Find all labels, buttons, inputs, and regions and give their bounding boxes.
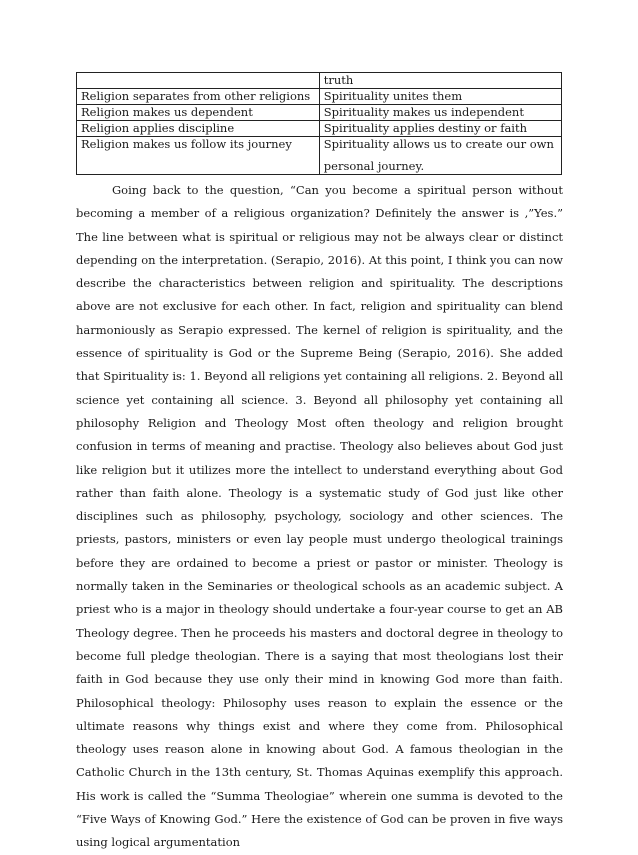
table-row [77,73,562,89]
table-cell-spirituality: Spirituality applies destiny or faith [319,121,561,137]
table-cell-spirituality: truth [319,73,561,89]
table-row [77,89,562,105]
table-cell-spirituality: Spirituality unites them [319,89,561,105]
table-cell-religion: Religion makes us follow its journey [77,137,320,175]
table-row [77,121,562,137]
table-cell-religion: Religion applies discipline [77,121,320,137]
table-cell-religion [77,73,320,89]
cell-line: Spirituality allows us to create our own [323,137,554,151]
table-cell-spirituality [319,137,561,175]
table-cell-spirituality: Spirituality makes us independent [319,105,561,121]
table-cell-religion: Religion separates from other religions [77,89,320,105]
table-cell-religion: Religion makes us dependent [77,105,320,121]
cell-line: personal journey. [323,159,425,173]
table-row [77,105,562,121]
body-paragraph: Going back to the question, “Can you become a spiritual person without becoming a member of a religious organization? Definitely the answer is ,”Yes.” The line between what is spiritual or religious may not be always clear or distinct depending on the interpretation. (Serapio, 2016). At this point, I think you can now describe the characteristics between religion and spirituality. The descriptions above are not exclusive for each other. In fact, religion and spirituality can blend harmoniously as Serapio expressed. The kernel of religion is spirituality, and the essence of spirituality is God or the Supreme Being (Serapio, 2016). She added that Spirituality is: 1. Beyond all religions yet containing all religions. 2. Beyond all science yet containing all science. 3. Beyond all philosophy yet containing all philosophy Religion and Theology Most often theology and religion brought confusion in terms of meaning and practise. Theology also believes about God just like religion but it utilizes more the intellect to understand everything about God rather than faith alone. Theology is a systematic study of God just like other disciplines such as philosophy, psychology, sociology and other sciences. The priests, pastors, ministers or even lay people must undergo theological trainings before they are ordained to become a priest or pastor or minister. Theology is normally taken in the Seminaries or theological schools as an academic subject. A priest who is a major in theology should undertake a four-year course to get an AB Theology degree. Then he proceeds his masters and doctoral degree in theology to become full pledge theologian. There is a saying that most theologians lost their faith in God because they use only their mind in knowing God more than faith. Philosophical theology: Philosophy uses reason to explain the essence or the ultimate reasons why things exist and where they come from. Philosophical theology uses reason alone in knowing about God. A famous theologian in the Catholic Church in the 13th century, St. Thomas Aquinas exemplify this approach. His work is called the “Summa Theologiae” wherein one summa is devoted to the “Five Ways of Knowing God.” Here the existence of God can be proven in five ways using logical argumentation [76,183,563,850]
table-row [77,137,562,175]
religion-spirituality-table [76,72,562,175]
